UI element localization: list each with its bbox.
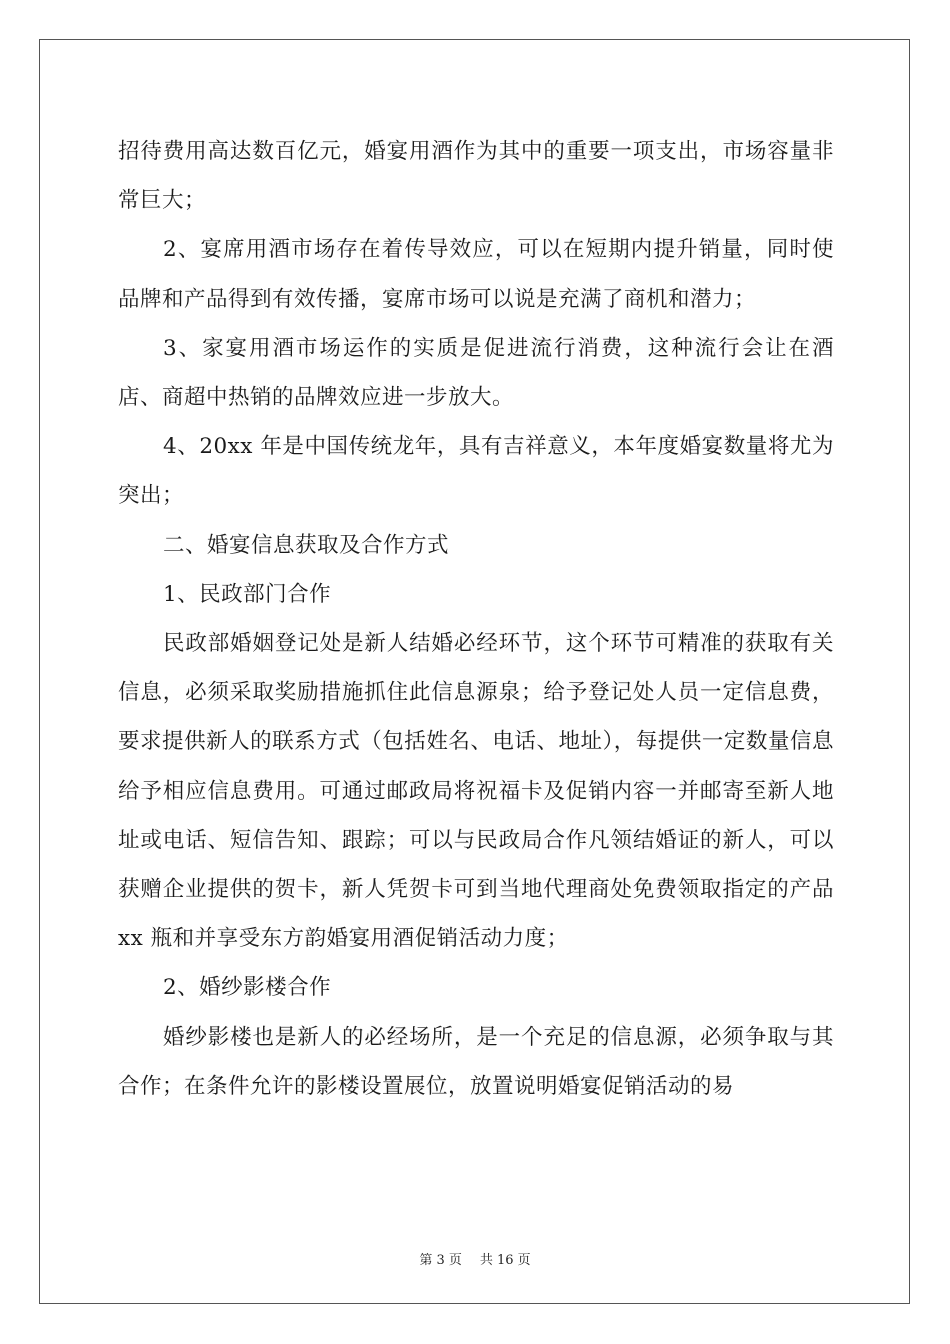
- subheading-wedding-studio: 2、婚纱影楼合作: [163, 975, 332, 1001]
- paragraph-market-size: 招待费用高达数百亿元，婚宴用酒作为其中的重要一项支出，市场容量非常巨大；: [118, 139, 834, 214]
- page-total: 共 16 页: [479, 1253, 531, 1268]
- paragraph-wedding-studio: 婚纱影楼也是新人的必经场所，是一个充足的信息源，必须争取与其合作；在条件允许的影楼设置展位，放置说明婚宴促销活动的易: [118, 1024, 834, 1099]
- section-heading: 二、婚宴信息获取及合作方式: [163, 532, 450, 558]
- page-footer: [0, 1249, 950, 1268]
- paragraph-point-2: 2、宴席用酒市场存在着传导效应，可以在短期内提升销量，同时使品牌和产品得到有效传播，宴席市场可以说是充满了商机和潜力；: [118, 237, 834, 312]
- paragraph-point-4: 4、20xx 年是中国传统龙年，具有吉祥意义，本年度婚宴数量将尤为突出；: [118, 434, 834, 509]
- document-body: [118, 127, 834, 1111]
- subheading-civil-affairs: 1、民政部门合作: [163, 581, 332, 607]
- page-number: 第 3 页: [419, 1253, 462, 1268]
- paragraph-point-3: 3、家宴用酒市场运作的实质是促进流行消费，这种流行会让在酒店、商超中热销的品牌效应进一步放大。: [118, 335, 834, 411]
- paragraph-civil-affairs: 民政部婚姻登记处是新人结婚必经环节，这个环节可精准的获取有关信息，必须采取奖励措施抓住此信息源泉；给予登记处人员一定信息费，要求提供新人的联系方式（包括姓名、电话、地址），每提供一定数量信息给予相应信息费用。可通过邮政局将祝福卡及促销内容一并邮寄至新人地址或电话、短信告知、跟踪；可以与民政局合作凡领结婚证的新人，可以获赠企业提供的贺卡，新人凭贺卡可到当地代理商处免费领取指定的产品 xx 瓶和并享受东方韵婚宴用酒促销活动力度；: [118, 631, 834, 952]
